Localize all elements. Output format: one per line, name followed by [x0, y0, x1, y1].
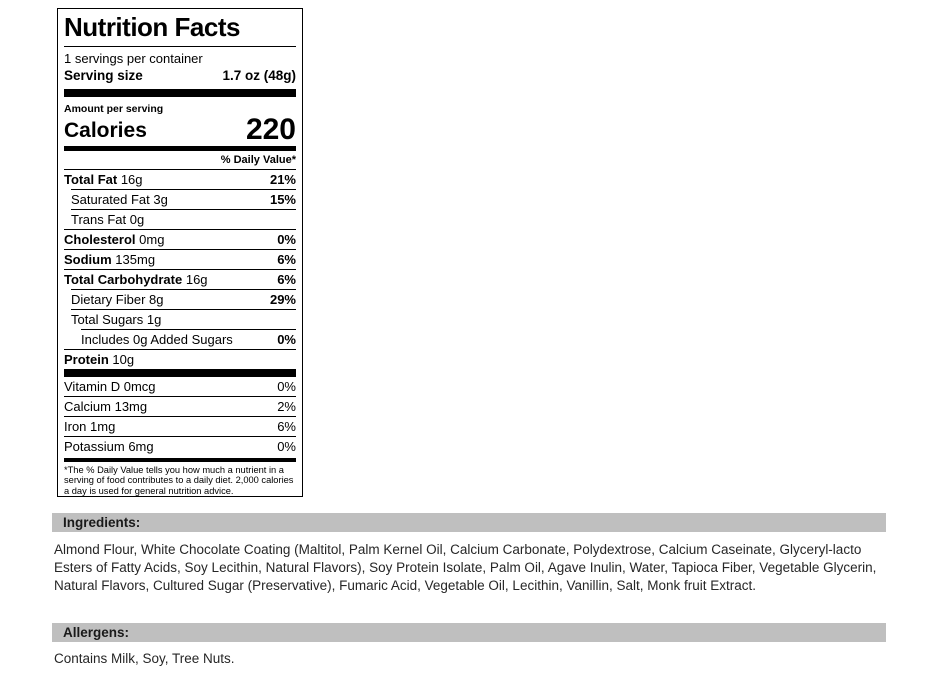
nutrient-row-total-carbohydrate — [64, 269, 296, 289]
nutrient-dv: 6% — [277, 418, 296, 434]
nutrition-facts-label — [57, 8, 303, 497]
nutrient-name-amount: Sodium 135mg — [64, 251, 156, 267]
nutrient-name-amount: Iron 1mg — [64, 418, 116, 434]
nutrient-dv: 2% — [277, 398, 296, 414]
nutrient-row-potassium — [64, 436, 296, 456]
ingredients-header-bar — [52, 513, 886, 532]
nutrient-row-total-fat — [64, 169, 296, 189]
nutrient-dv: 15% — [269, 191, 296, 207]
nutrient-row-protein — [64, 349, 296, 369]
nutrient-name-amount: Calcium 13mg — [64, 398, 148, 414]
nutrient-name-amount: Trans Fat 0g — [71, 211, 145, 227]
nutrient-name-amount: Cholesterol 0mg — [64, 231, 165, 247]
nutrient-name-amount: Total Carbohydrate 16g — [64, 271, 208, 287]
nutrient-row-trans-fat — [71, 209, 296, 229]
calories-row — [64, 112, 296, 146]
nutrient-dv: 0% — [277, 331, 296, 347]
nutrient-row-iron — [64, 416, 296, 436]
nutrient-name-amount: Vitamin D 0mcg — [64, 378, 156, 394]
allergens-header-bar — [52, 623, 886, 642]
nutrient-row-total-sugars — [71, 309, 296, 329]
allergens-header: Allergens: — [63, 625, 130, 640]
nutrient-name-amount: Dietary Fiber 8g — [71, 291, 164, 307]
serving-size-row — [64, 66, 296, 89]
daily-value-footnote: *The % Daily Value tells you how much a nutrient in a serving of food contributes to a daily diet. 2,000 calories a day is used for general nutrition advice. — [64, 458, 296, 496]
nutrient-row-vitamin-d — [64, 377, 296, 396]
nutrient-dv: 6% — [277, 251, 296, 267]
nutrient-dv: 0% — [277, 231, 296, 247]
serving-size-label: Serving size — [64, 67, 143, 83]
nutrient-name-amount: Potassium 6mg — [64, 438, 154, 454]
daily-value-header: % Daily Value* — [220, 153, 296, 166]
amount-per-serving-label: Amount per serving — [64, 102, 164, 115]
calories-label: Calories — [64, 118, 147, 142]
nutrient-name-amount: Includes 0g Added Sugars — [81, 331, 233, 347]
servings-per-container: 1 servings per container — [64, 50, 203, 66]
nutrient-dv: 29% — [269, 291, 296, 307]
thick-divider-bar — [64, 369, 296, 377]
nutrient-row-added-sugars — [81, 329, 296, 349]
nutrient-name-amount: Total Sugars 1g — [71, 311, 162, 327]
nutrient-dv: 0% — [277, 378, 296, 394]
thick-divider-bar — [64, 89, 296, 97]
serving-size-value: 1.7 oz (48g) — [222, 67, 296, 83]
nutrient-row-dietary-fiber — [71, 289, 296, 309]
allergens-text: Contains Milk, Soy, Tree Nuts. — [54, 651, 235, 666]
nutrient-dv: 0% — [277, 438, 296, 454]
nutrient-row-sodium — [64, 249, 296, 269]
nutrient-dv: 6% — [277, 271, 296, 287]
nutrient-name-amount: Total Fat 16g — [64, 171, 143, 187]
nutrient-name-amount: Protein 10g — [64, 351, 135, 367]
nutrient-name-amount: Saturated Fat 3g — [71, 191, 168, 207]
nutrient-row-cholesterol — [64, 229, 296, 249]
calories-value: 220 — [245, 112, 296, 146]
nutrient-dv: 21% — [269, 171, 296, 187]
ingredients-text: Almond Flour, White Chocolate Coating (Maltitol, Palm Kernel Oil, Calcium Carbonate, Polydextrose, Calcium Caseinate, Glyceryl-lacto Esters of Fatty Acids, Soy Lecithin, Natural Flavors), Soy Protein Isolate, Palm Oil, Agave Inulin, Water, Tapioca Fiber, Vegetable Glycerin, Natural Flavors, Cultured Sugar (Preservative), Fumaric Acid, Vegetable Oil, Lecithin, Vanillin, Salt, Monk fruit Extract. — [54, 542, 877, 593]
ingredients-header: Ingredients: — [63, 515, 141, 530]
nutrient-row-calcium — [64, 396, 296, 416]
nutrition-facts-title: Nutrition Facts — [64, 12, 296, 47]
nutrient-row-saturated-fat — [71, 189, 296, 209]
